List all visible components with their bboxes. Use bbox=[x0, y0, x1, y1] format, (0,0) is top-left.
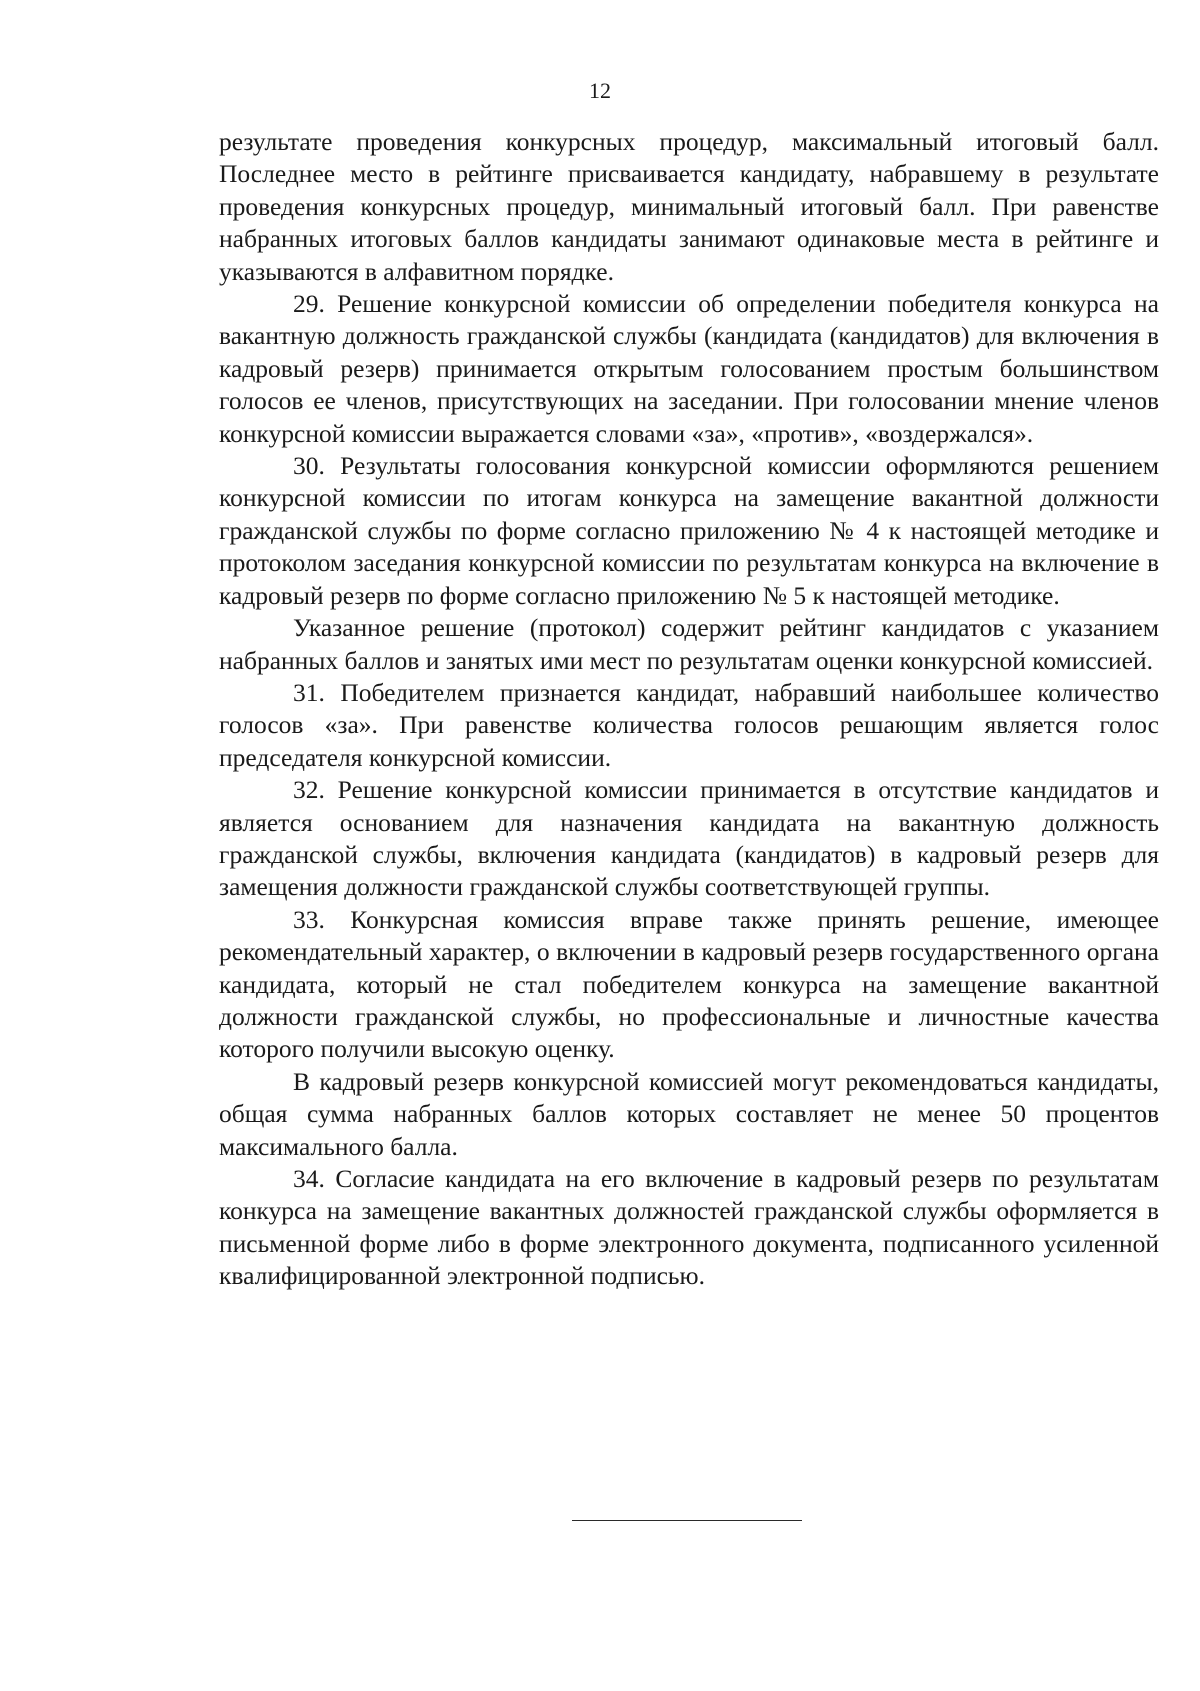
end-divider bbox=[572, 1520, 802, 1521]
paragraph-continuation: результате проведения конкурсных процедур, максимальный итоговый балл. Последнее место в рейтинге присваивается кандидату, набравшему в результате проведения конкурсных процедур, минимальный итоговый балл. При равенстве набранных итоговых баллов кандидаты занимают одинаковые места в рейтинге и указываются в алфавитном порядке. bbox=[219, 127, 1159, 286]
paragraph-34: 34. Согласие кандидата на его включение в кадровый резерв по результатам конкурса на замещение вакантных должностей гражданской службы оформляется в письменной форме либо в форме электронного документа, подписанного усиленной квалифицированной электронной подписью. bbox=[219, 1164, 1159, 1291]
page-number: 12 bbox=[589, 78, 611, 103]
paragraph-30: 30. Результаты голосования конкурсной комиссии оформляются решением конкурсной комиссии по итогам конкурса на замещение вакантной должности гражданской службы по форме согласно приложению № 4 к настоящей методике и протоколом заседания конкурсной комиссии по результатам конкурса на включение в кадровый резерв по форме согласно приложению № 5 к настоящей методике. bbox=[219, 451, 1159, 610]
paragraph-30-note: Указанное решение (протокол) содержит рейтинг кандидатов с указанием набранных баллов и занятых ими мест по результатам оценки конкурсной комиссией. bbox=[219, 613, 1159, 675]
paragraph-31: 31. Победителем признается кандидат, набравший наибольшее количество голосов «за». При равенстве количества голосов решающим является голос председателя конкурсной комиссии. bbox=[219, 677, 1159, 772]
paragraph-33-note: В кадровый резерв конкурсной комиссией могут рекомендоваться кандидаты, общая сумма набранных баллов которых составляет не менее 50 процентов максимального балла. bbox=[219, 1066, 1159, 1161]
document-body bbox=[219, 126, 1159, 1293]
paragraph-32: 32. Решение конкурсной комиссии принимается в отсутствие кандидатов и является основанием для назначения кандидата на вакантную должность гражданской службы, включения кандидата (кандидатов) в кадровый резерв для замещения должности гражданской службы соответствующей группы. bbox=[219, 775, 1159, 902]
paragraph-29: 29. Решение конкурсной комиссии об определении победителя конкурса на вакантную должность гражданской службы (кандидата (кандидатов) для включения в кадровый резерв) принимается открытым голосованием простым большинством голосов ее членов, присутствующих на заседании. При голосовании мнение членов конкурсной комиссии выражается словами «за», «против», «воздержался». bbox=[219, 289, 1159, 448]
paragraph-33: 33. Конкурсная комиссия вправе также принять решение, имеющее рекомендательный характер, о включении в кадровый резерв государственного органа кандидата, который не стал победителем конкурса на замещение вакантной должности гражданской службы, но профессиональные и личностные качества которого получили высокую оценку. bbox=[219, 904, 1159, 1064]
